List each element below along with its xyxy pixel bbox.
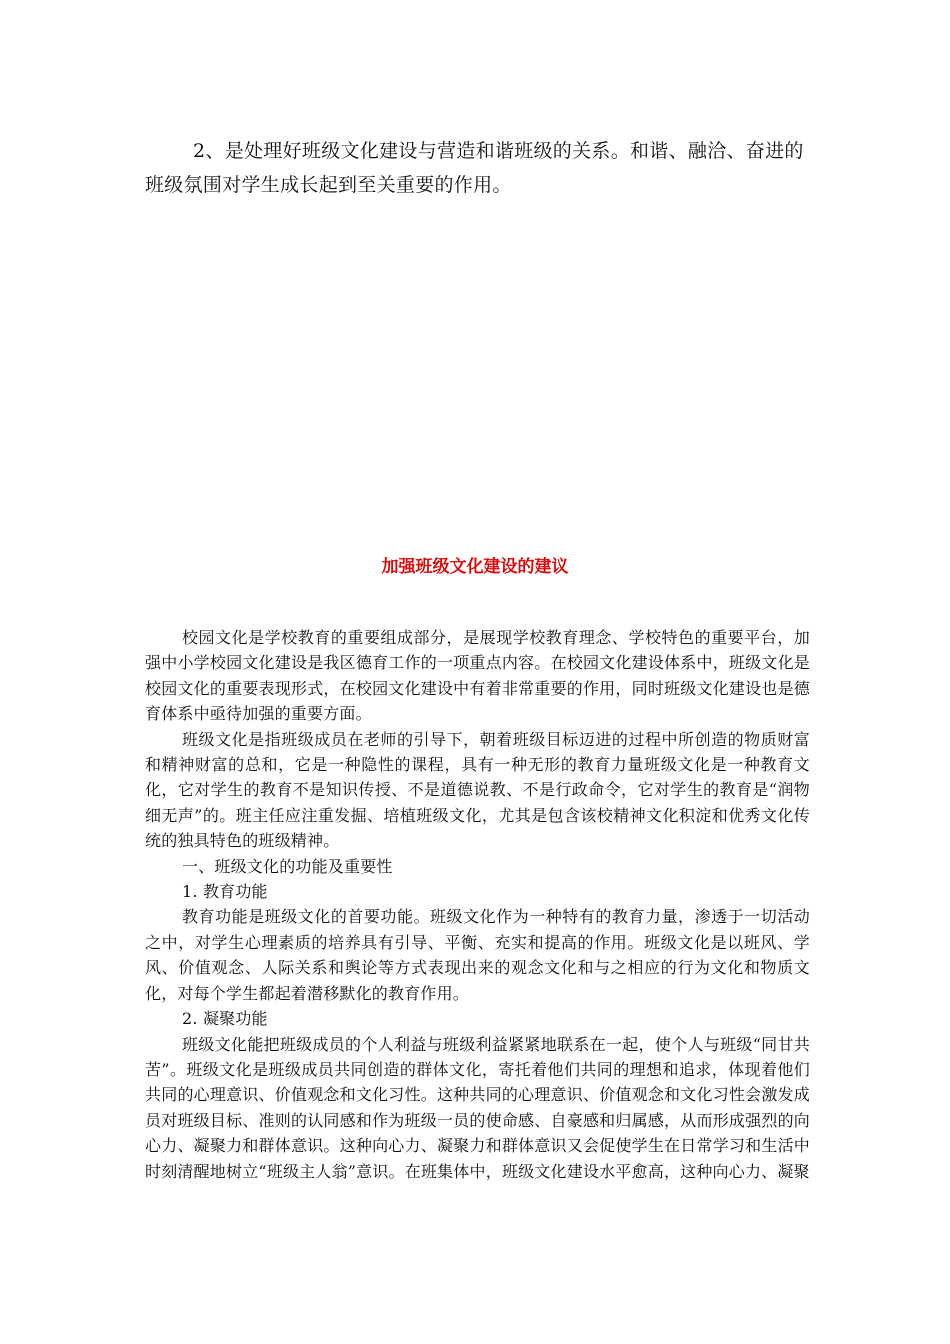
paragraph: 教育功能是班级文化的首要功能。班级文化作为一种特有的教育力量，渗透于一切活动之中，对学生心理素质的培养具有引导、平衡、充实和提高的作用。班级文化是以班风、学风、价值观念、人际关系和舆论等方式表现出来的观念文化和与之相应的行为文化和物质文化，对每个学生都起着潜移默化的教育作用。 xyxy=(145,907,810,1003)
paragraph: 班级文化是指班级成员在老师的引导下，朝着班级目标迈进的过程中所创造的物质财富和精神财富的总和，它是一种隐性的课程，具有一种无形的教育力量班级文化是一种教育文化，它对学生的教育不是知识传授、不是道德说教、不是行政命令，它对学生的教育是“润物细无声”的。班主任应注重发掘、培植班级文化，尤其是包含该校精神文化积淀和优秀文化传统的独具特色的班级精神。 xyxy=(145,729,810,851)
section-heading: 一、班级文化的功能及重要性 xyxy=(182,856,393,876)
section-title: 加强班级文化建设的建议 xyxy=(381,557,569,577)
paragraph: 班级文化能把班级成员的个人利益与班级利益紧紧地联系在一起，使个人与班级“同甘共苦”。班级文化是班级成员共同创造的群体文化，寄托着他们共同的理想和追求，体现着他们共同的心理意识、价值观念和文化习性。这种共同的心理意识、价值观念和文化习性会激发成员对班级目标、准则的认同感和作为班级一员的使命感、自豪感和归属感，从而形成强烈的向心力、凝聚力和群体意识。这种向心力、凝聚力和群体意识又会促使学生在日常学习和生活中时刻清醒地树立“班级主人翁”意识。在班集体中，班级文化建设水平愈高，这种向心力、凝聚 xyxy=(145,1034,810,1181)
body-text xyxy=(145,625,810,1184)
paragraph: 校园文化是学校教育的重要组成部分，是展现学校教育理念、学校特色的重要平台，加强中小学校园文化建设是我区德育工作的一项重点内容。在校园文化建设体系中，班级文化是校园文化的重要表现形式，在校园文化建设中有着非常重要的作用，同时班级文化建设也是德育体系中亟待加强的重要方面。 xyxy=(145,628,810,724)
subsection-heading: 2. 凝聚功能 xyxy=(182,1009,268,1029)
intro-paragraph: 2、是处理好班级文化建设与营造和谐班级的关系。和谐、融洽、奋进的班级氛围对学生成长起到至关重要的作用。 xyxy=(145,140,804,196)
subsection-heading: 1. 教育功能 xyxy=(182,882,268,902)
